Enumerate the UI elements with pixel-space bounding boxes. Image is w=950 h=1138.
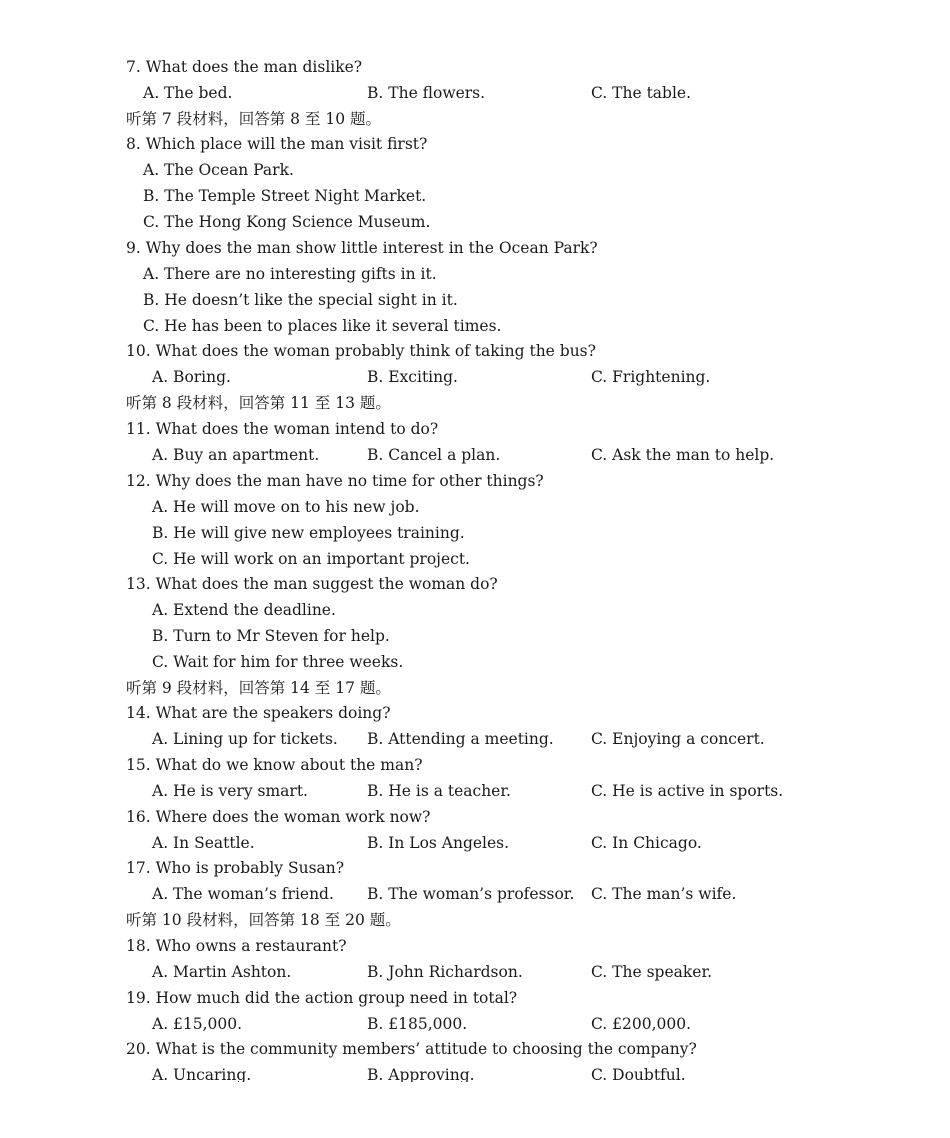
question-13-option-c-line	[0, 649, 950, 675]
question-18-option-b: B. John Richardson.	[367, 963, 523, 981]
question-17-options	[0, 881, 950, 907]
section-8-text: 听第 8 段材料，回答第 11 至 13 题。	[126, 394, 391, 412]
question-12-option-c: C. He will work on an important project.	[152, 550, 470, 568]
question-13-option-a: A. Extend the deadline.	[152, 601, 336, 619]
question-15-options	[0, 778, 950, 804]
question-19-option-a: A. £15,000.	[152, 1015, 243, 1033]
question-17-option-b: B. The woman’s professor.	[367, 885, 575, 903]
question-9-option-c-line	[0, 313, 950, 339]
question-14-options	[0, 726, 950, 752]
question-14-text: 14. What are the speakers doing?	[126, 704, 391, 722]
question-16-text: 16. Where does the woman work now?	[126, 808, 431, 826]
section-10-text: 听第 10 段材料，回答第 18 至 20 题。	[126, 911, 401, 929]
question-18-option-c: C. The speaker.	[591, 963, 713, 981]
question-10-text: 10. What does the woman probably think of taking the bus?	[126, 342, 596, 360]
question-17	[0, 855, 950, 881]
question-11-option-c: C. Ask the man to help.	[591, 446, 775, 464]
section-8-instruction	[0, 390, 950, 416]
section-9-instruction	[0, 675, 950, 701]
question-20-text: 20. What is the community members’ attitude to choosing the company?	[126, 1040, 697, 1058]
question-11-option-b: B. Cancel a plan.	[367, 446, 501, 464]
question-18-text: 18. Who owns a restaurant?	[126, 937, 347, 955]
question-17-text: 17. Who is probably Susan?	[126, 859, 345, 877]
question-9	[0, 235, 950, 261]
question-12-option-b-line	[0, 520, 950, 546]
question-8-option-c-line	[0, 209, 950, 235]
question-19	[0, 985, 950, 1011]
question-14-option-b: B. Attending a meeting.	[367, 730, 554, 748]
question-8-option-c: C. The Hong Kong Science Museum.	[143, 213, 431, 231]
question-13-option-b-line	[0, 623, 950, 649]
question-9-option-b: B. He doesn’t like the special sight in it.	[143, 291, 458, 309]
question-19-text: 19. How much did the action group need in total?	[126, 989, 518, 1007]
question-10-option-b: B. Exciting.	[367, 368, 458, 386]
question-9-option-a-line	[0, 261, 950, 287]
question-13-option-b: B. Turn to Mr Steven for help.	[152, 627, 390, 645]
question-17-option-a: A. The woman’s friend.	[152, 885, 334, 903]
question-7-option-c: C. The table.	[591, 84, 692, 102]
question-14-option-c: C. Enjoying a concert.	[591, 730, 765, 748]
question-12	[0, 468, 950, 494]
question-16	[0, 804, 950, 830]
question-16-option-b: B. In Los Angeles.	[367, 834, 510, 852]
question-13-option-c: C. Wait for him for three weeks.	[152, 653, 404, 671]
question-12-option-a-line	[0, 494, 950, 520]
question-8-text: 8. Which place will the man visit first?	[126, 135, 428, 153]
question-9-option-c: C. He has been to places like it several times.	[143, 317, 502, 335]
question-15-option-a: A. He is very smart.	[152, 782, 308, 800]
question-11-options	[0, 442, 950, 468]
question-7-options	[0, 80, 950, 106]
question-9-text: 9. Why does the man show little interest in the Ocean Park?	[126, 239, 598, 257]
section-10-instruction	[0, 907, 950, 933]
section-9-text: 听第 9 段材料，回答第 14 至 17 题。	[126, 679, 391, 697]
question-19-option-c: C. £200,000.	[591, 1015, 692, 1033]
question-8-option-a-line	[0, 157, 950, 183]
question-19-options	[0, 1011, 950, 1037]
question-12-text: 12. Why does the man have no time for other things?	[126, 472, 544, 490]
question-7-option-a: A. The bed.	[143, 84, 233, 102]
question-10	[0, 338, 950, 364]
question-9-option-b-line	[0, 287, 950, 313]
question-20-options	[0, 1062, 950, 1082]
question-13-text: 13. What does the man suggest the woman do?	[126, 575, 498, 593]
question-14-option-a: A. Lining up for tickets.	[152, 730, 338, 748]
question-12-option-b: B. He will give new employees training.	[152, 524, 465, 542]
question-20	[0, 1036, 950, 1062]
question-20-option-b: B. Approving.	[367, 1066, 475, 1082]
question-7	[0, 54, 950, 80]
question-7-option-b: B. The flowers.	[367, 84, 486, 102]
question-13-option-a-line	[0, 597, 950, 623]
question-16-options	[0, 830, 950, 856]
question-19-option-b: B. £185,000.	[367, 1015, 468, 1033]
question-15-option-b: B. He is a teacher.	[367, 782, 511, 800]
section-7-instruction	[0, 106, 950, 132]
question-8-option-b: B. The Temple Street Night Market.	[143, 187, 427, 205]
question-20-option-c: C. Doubtful.	[591, 1066, 686, 1082]
question-8	[0, 131, 950, 157]
question-15	[0, 752, 950, 778]
question-10-option-a: A. Boring.	[152, 368, 231, 386]
question-17-option-c: C. The man’s wife.	[591, 885, 737, 903]
question-16-option-a: A. In Seattle.	[152, 834, 255, 852]
question-20-option-a: A. Uncaring.	[152, 1066, 252, 1082]
question-11-option-a: A. Buy an apartment.	[152, 446, 320, 464]
question-16-option-c: C. In Chicago.	[591, 834, 702, 852]
question-8-option-b-line	[0, 183, 950, 209]
question-12-option-a: A. He will move on to his new job.	[152, 498, 420, 516]
section-7-text: 听第 7 段材料，回答第 8 至 10 题。	[126, 110, 382, 128]
question-15-option-c: C. He is active in sports.	[591, 782, 784, 800]
question-11	[0, 416, 950, 442]
question-9-option-a: A. There are no interesting gifts in it.	[143, 265, 437, 283]
question-10-options	[0, 364, 950, 390]
question-18-option-a: A. Martin Ashton.	[152, 963, 292, 981]
question-7-text: 7. What does the man dislike?	[126, 58, 363, 76]
question-15-text: 15. What do we know about the man?	[126, 756, 423, 774]
question-12-option-c-line	[0, 546, 950, 572]
question-18-options	[0, 959, 950, 985]
question-18	[0, 933, 950, 959]
question-11-text: 11. What does the woman intend to do?	[126, 420, 439, 438]
question-14	[0, 700, 950, 726]
question-10-option-c: C. Frightening.	[591, 368, 711, 386]
question-13	[0, 571, 950, 597]
question-8-option-a: A. The Ocean Park.	[143, 161, 294, 179]
